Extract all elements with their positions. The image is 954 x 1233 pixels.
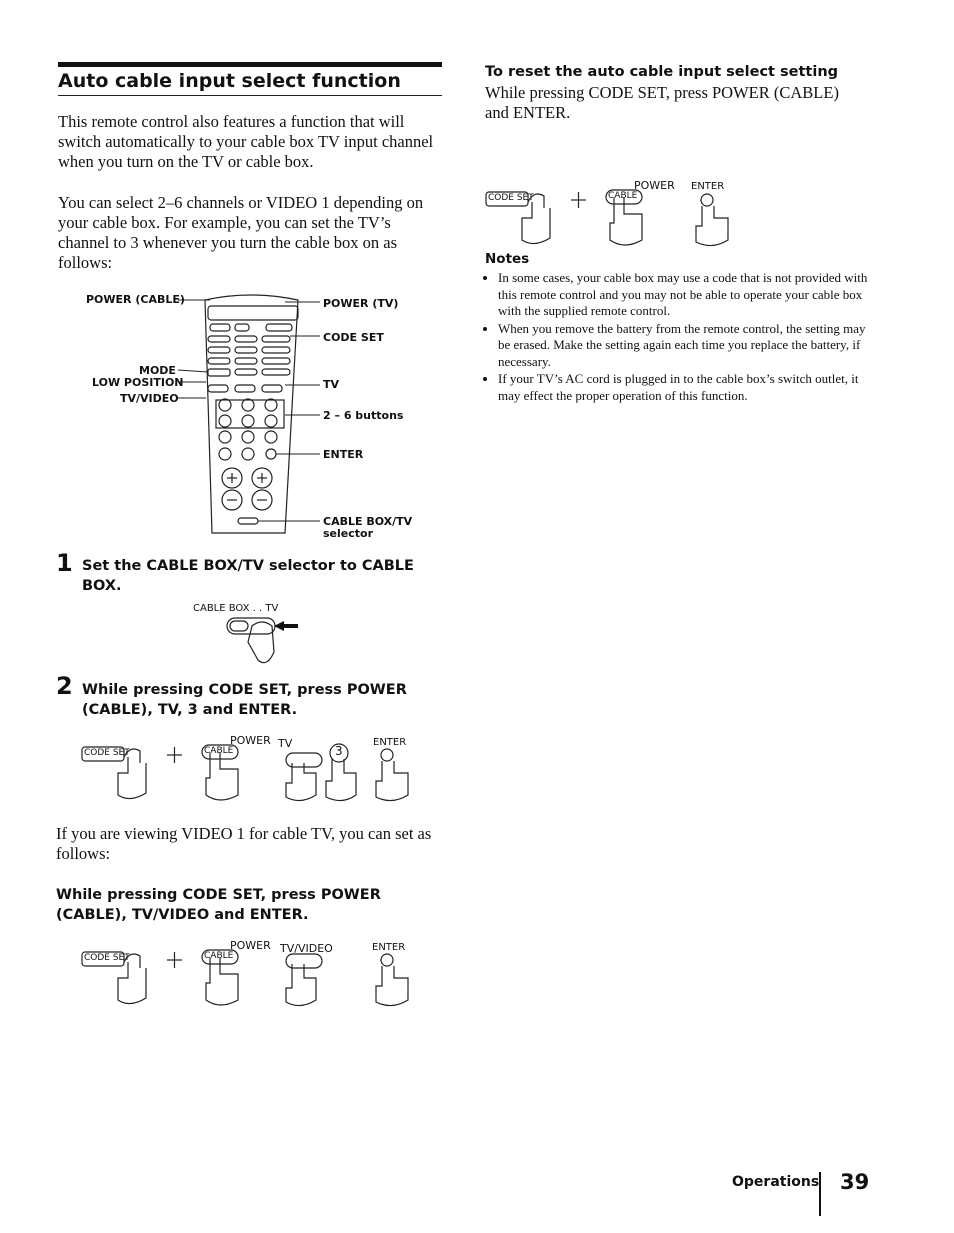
label-tv-video: TV/VIDEO	[120, 392, 179, 405]
step-2-text: While pressing CODE SET, press POWER (CABLE), TV, 3 and ENTER.	[82, 682, 407, 718]
note-item: • If your TV’s AC cord is plugged in to the cable box’s switch outlet, it may effect the proper operation of this function.	[498, 371, 876, 404]
tv-label: TV	[278, 737, 293, 750]
label-selector: selector	[323, 527, 373, 540]
selector-switch-illustration	[222, 612, 312, 677]
label-power-cable: POWER (CABLE)	[86, 293, 185, 306]
video-heading: While pressing CODE SET, press POWER (CABLE), TV/VIDEO and ENTER.	[56, 887, 381, 923]
three-button-label: 3	[335, 744, 343, 758]
note-item: • In some cases, your cable box may use a code that is not provided with this remote control and you may not be able to operate your cable box with the supplied remote control.	[498, 270, 876, 320]
footer-section-name: Operations	[732, 1174, 820, 1190]
footer-divider	[819, 1172, 821, 1216]
cable-box-tv-switch-label: CABLE BOX . . TV	[193, 603, 279, 614]
enter-label: ENTER	[373, 737, 407, 748]
cable-button-label: CABLE	[608, 191, 638, 201]
label-code-set: CODE SET	[323, 331, 384, 344]
code-set-button-label: CODE SET	[488, 193, 534, 203]
step-2-button-sequence	[80, 733, 440, 808]
label-mode: MODE	[139, 364, 176, 377]
remote-diagram	[80, 288, 420, 543]
section-title: Auto cable input select function	[58, 70, 401, 92]
step-2-number: 2	[56, 672, 73, 700]
title-rule	[58, 62, 442, 67]
enter-label: ENTER	[372, 942, 406, 953]
label-cable-box-tv: CABLE BOX/TV	[323, 515, 413, 528]
tv-video-label: TV/VIDEO	[280, 942, 333, 955]
example-paragraph: You can select 2–6 channels or VIDEO 1 depending on your cable box. For example, you can set the TV’s channel to 3 whenever you turn the cable box on as follows:	[58, 193, 424, 272]
notes-heading: Notes	[485, 251, 530, 267]
label-tv: TV	[323, 378, 340, 391]
enter-label: ENTER	[691, 181, 725, 192]
reset-button-sequence	[484, 178, 744, 253]
step-1-number: 1	[56, 549, 73, 577]
power-label: POWER	[230, 734, 271, 747]
label-enter: ENTER	[323, 448, 364, 461]
code-set-button-label: CODE SET	[84, 748, 130, 758]
label-low-position: LOW POSITION	[92, 376, 184, 389]
reset-heading: To reset the auto cable input select setting	[485, 64, 839, 80]
step-1-text: Set the CABLE BOX/TV selector to CABLE BOX.	[82, 558, 414, 594]
code-set-button-label: CODE SET	[84, 953, 130, 963]
label-2-6-buttons: 2 – 6 buttons	[323, 409, 404, 422]
power-label: POWER	[634, 179, 675, 192]
cable-button-label: CABLE	[204, 951, 234, 961]
video-paragraph: If you are viewing VIDEO 1 for cable TV, you can set as follows:	[56, 824, 432, 863]
reset-instructions: While pressing CODE SET, press POWER (CABLE) and ENTER.	[485, 83, 839, 122]
title-underline	[58, 95, 442, 96]
power-label: POWER	[230, 939, 271, 952]
label-power-tv: POWER (TV)	[323, 297, 399, 310]
page-number: 39	[840, 1170, 870, 1194]
notes-list	[485, 270, 876, 405]
video-button-sequence	[80, 938, 440, 1013]
intro-paragraph: This remote control also features a function that will switch automatically to your cable box TV input channel when you turn on the TV or cable box.	[58, 112, 434, 171]
note-item: • When you remove the battery from the remote control, the setting may be erased. Make the setting again each time you replace the battery, if necessary.	[498, 321, 876, 371]
cable-button-label: CABLE	[204, 746, 234, 756]
